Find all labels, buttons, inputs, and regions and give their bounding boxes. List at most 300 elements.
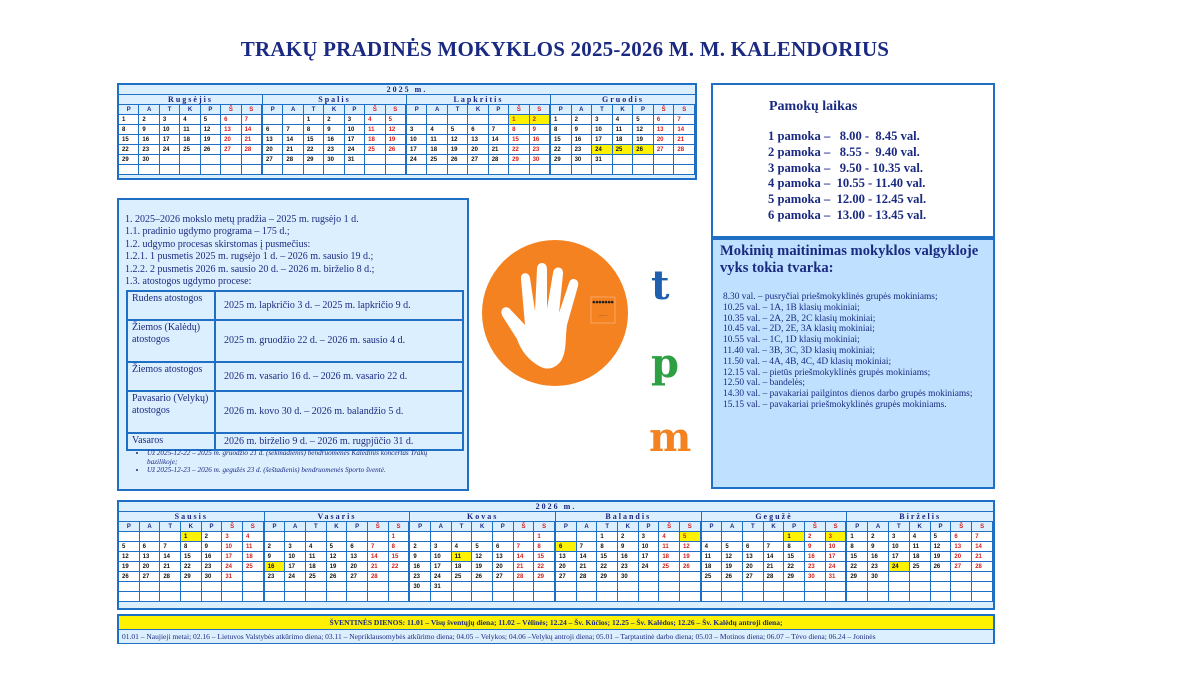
day-cell: 24 xyxy=(345,145,365,155)
page-title: TRAKŲ PRADINĖS MOKYKLOS 2025-2026 M. M. KALENDORIUS xyxy=(240,37,890,61)
empty-cell xyxy=(407,115,427,125)
logo-letter-m: m xyxy=(649,414,692,461)
day-cell: 17 xyxy=(160,135,180,145)
empty-cell xyxy=(285,582,306,592)
day-cell: 27 xyxy=(743,572,764,582)
weekday-header: P xyxy=(119,105,139,115)
day-cell: 2 xyxy=(202,532,223,542)
day-cell: 16 xyxy=(805,552,826,562)
day-cell: 30 xyxy=(805,572,826,582)
day-cell: 6 xyxy=(743,542,764,552)
meal-item: 10.35 val. – 2A, 2B, 2C klasių mokiniai; xyxy=(723,313,876,324)
day-cell: 6 xyxy=(468,125,488,135)
day-cell: 11 xyxy=(306,552,327,562)
day-cell: 4 xyxy=(702,542,723,552)
weekday-header: Š xyxy=(221,105,241,115)
weekday-header: P xyxy=(702,522,723,532)
empty-cell xyxy=(119,532,140,542)
day-cell: 17 xyxy=(285,562,306,572)
day-cell: 6 xyxy=(140,542,161,552)
day-cell: 10 xyxy=(285,552,306,562)
empty-cell xyxy=(389,572,410,582)
day-cell: 12 xyxy=(680,542,701,552)
day-cell: 27 xyxy=(347,572,368,582)
empty-cell xyxy=(468,165,488,175)
day-cell: 25 xyxy=(427,155,447,165)
day-cell: 14 xyxy=(489,135,509,145)
empty-cell xyxy=(139,165,159,175)
empty-cell xyxy=(743,532,764,542)
empty-cell xyxy=(368,582,389,592)
day-cell: 2 xyxy=(618,532,639,542)
calendar-2026 xyxy=(117,500,995,610)
lesson-item: 2 pamoka – 8.55 - 9.40 val. xyxy=(768,144,920,159)
day-cell: 21 xyxy=(242,135,262,145)
month-name: Birželis xyxy=(847,512,993,522)
empty-cell xyxy=(285,592,306,602)
day-cell: 16 xyxy=(324,135,344,145)
month-name: Rugsėjis xyxy=(119,95,262,105)
empty-cell xyxy=(119,592,140,602)
day-cell: 1 xyxy=(304,115,324,125)
day-cell: 29 xyxy=(847,572,868,582)
meal-list xyxy=(723,292,988,411)
day-cell: 27 xyxy=(468,155,488,165)
empty-cell xyxy=(654,165,675,175)
day-cell: 7 xyxy=(674,115,695,125)
day-cell: 12 xyxy=(448,135,468,145)
day-cell: 18 xyxy=(427,145,447,155)
weekday-header: A xyxy=(868,522,889,532)
day-cell: 21 xyxy=(368,562,389,572)
day-cell: 4 xyxy=(306,542,327,552)
day-cell: 28 xyxy=(514,572,535,582)
day-cell: 13 xyxy=(140,552,161,562)
empty-cell xyxy=(431,592,452,602)
empty-cell xyxy=(324,165,344,175)
month-name: Spalis xyxy=(263,95,406,105)
month-grid xyxy=(119,105,262,175)
info-line: 1. 2025–2026 mokslo metų pradžia – 2025 m. rugsėjo 1 d. xyxy=(125,214,359,225)
day-cell: 13 xyxy=(263,135,283,145)
empty-cell xyxy=(577,592,598,602)
day-cell: 22 xyxy=(551,145,572,155)
day-cell: 10 xyxy=(639,542,660,552)
day-cell: 24 xyxy=(826,562,847,572)
day-cell: 19 xyxy=(931,552,952,562)
empty-cell xyxy=(285,532,306,542)
empty-cell xyxy=(160,155,180,165)
empty-cell xyxy=(931,582,952,592)
day-cell: 13 xyxy=(347,552,368,562)
day-cell: 27 xyxy=(263,155,283,165)
weekday-header: P xyxy=(493,522,514,532)
empty-cell xyxy=(265,582,286,592)
empty-cell xyxy=(847,582,868,592)
month-balandis xyxy=(556,512,702,602)
day-cell: 26 xyxy=(119,572,140,582)
day-cell: 31 xyxy=(345,155,365,165)
day-cell: 4 xyxy=(365,115,385,125)
empty-cell xyxy=(180,165,200,175)
day-cell: 27 xyxy=(556,572,577,582)
empty-cell xyxy=(493,532,514,542)
weekday-header: P xyxy=(410,522,431,532)
day-cell: 13 xyxy=(468,135,488,145)
lessons-title: Pamokų laikas xyxy=(769,99,858,114)
day-cell: 12 xyxy=(931,542,952,552)
empty-cell xyxy=(514,592,535,602)
day-cell: 15 xyxy=(847,552,868,562)
weekday-header: P xyxy=(407,105,427,115)
empty-cell xyxy=(972,572,993,582)
day-cell: 26 xyxy=(327,572,348,582)
empty-cell xyxy=(243,592,264,602)
day-cell: 29 xyxy=(181,572,202,582)
day-cell: 10 xyxy=(222,542,243,552)
empty-cell xyxy=(160,532,181,542)
day-cell: 19 xyxy=(327,562,348,572)
weekday-header: K xyxy=(910,522,931,532)
day-cell: 28 xyxy=(674,145,695,155)
month-grid xyxy=(410,522,555,602)
empty-cell xyxy=(784,592,805,602)
empty-cell xyxy=(743,592,764,602)
weekday-header: T xyxy=(304,105,324,115)
break-name: Rudens atostogos xyxy=(128,292,216,319)
day-cell: 7 xyxy=(242,115,262,125)
month-name: Lapkritis xyxy=(407,95,550,105)
empty-cell xyxy=(889,582,910,592)
weekday-header: S xyxy=(243,522,264,532)
day-cell: 27 xyxy=(221,145,241,155)
day-cell: 15 xyxy=(597,552,618,562)
day-cell: 12 xyxy=(119,552,140,562)
day-cell: 16 xyxy=(139,135,159,145)
break-row xyxy=(128,392,462,434)
month-spalis xyxy=(263,95,407,175)
meal-item: 8.30 val. – pusryčiai priešmokyklinės grupės mokiniams; xyxy=(723,292,938,302)
empty-cell xyxy=(633,165,654,175)
weekday-header: K xyxy=(613,105,634,115)
day-cell: 22 xyxy=(304,145,324,155)
day-cell: 17 xyxy=(889,552,910,562)
day-cell: 16 xyxy=(618,552,639,562)
day-cell: 28 xyxy=(577,572,598,582)
weekday-header: A xyxy=(139,105,159,115)
meal-item: 10.55 val. – 1C, 1D klasių mokiniai; xyxy=(723,335,860,346)
day-cell: 21 xyxy=(674,135,695,145)
day-cell: 17 xyxy=(639,552,660,562)
day-cell: 22 xyxy=(847,562,868,572)
empty-cell xyxy=(119,582,140,592)
weekday-header: A xyxy=(140,522,161,532)
day-cell: 13 xyxy=(951,542,972,552)
empty-cell xyxy=(140,532,161,542)
empty-cell xyxy=(722,592,743,602)
day-cell: 25 xyxy=(180,145,200,155)
day-cell: 9 xyxy=(868,542,889,552)
day-cell: 26 xyxy=(386,145,406,155)
info-line: 1.2.2. 2 pusmetis 2026 m. sausio 20 d. – 2026 m. birželio 8 d.; xyxy=(125,263,375,275)
weekday-header: A xyxy=(572,105,593,115)
day-cell: 1 xyxy=(784,532,805,542)
day-cell: 9 xyxy=(265,552,286,562)
empty-cell xyxy=(633,155,654,165)
day-cell: 8 xyxy=(847,542,868,552)
empty-cell xyxy=(826,582,847,592)
day-cell: 1 xyxy=(551,115,572,125)
day-cell: 31 xyxy=(826,572,847,582)
day-cell: 21 xyxy=(764,562,785,572)
empty-cell xyxy=(597,582,618,592)
day-cell: 22 xyxy=(389,562,410,572)
day-cell: 8 xyxy=(534,542,555,552)
day-cell: 23 xyxy=(324,145,344,155)
day-cell: 19 xyxy=(119,562,140,572)
empty-cell xyxy=(452,592,473,602)
empty-cell xyxy=(283,165,303,175)
empty-cell xyxy=(556,582,577,592)
empty-cell xyxy=(448,165,468,175)
empty-cell xyxy=(592,165,613,175)
day-cell: 12 xyxy=(722,552,743,562)
day-cell: 23 xyxy=(868,562,889,572)
day-cell: 26 xyxy=(448,155,468,165)
day-cell: 2 xyxy=(572,115,593,125)
weekday-header: T xyxy=(597,522,618,532)
empty-cell xyxy=(847,592,868,602)
weekday-header: K xyxy=(472,522,493,532)
empty-cell xyxy=(306,532,327,542)
day-cell: 31 xyxy=(431,582,452,592)
day-cell: 9 xyxy=(139,125,159,135)
info-line: 1.2.1. 1 pusmetis 2025 m. rugsėjo 1 d. – 2026 m. sausio 19 d.; xyxy=(125,251,374,263)
day-cell: 19 xyxy=(448,145,468,155)
day-cell: 7 xyxy=(160,542,181,552)
day-cell: 9 xyxy=(324,125,344,135)
empty-cell xyxy=(472,592,493,602)
weekday-header: P xyxy=(201,105,221,115)
logo-letter-p: p xyxy=(651,340,679,387)
meal-item: 15.15 val. – pavakariai priešmokyklinės grupės mokiniams. xyxy=(723,399,947,410)
day-cell: 2 xyxy=(805,532,826,542)
empty-cell xyxy=(222,592,243,602)
day-cell: 7 xyxy=(577,542,598,552)
day-cell: 27 xyxy=(654,145,675,155)
weekday-header: P xyxy=(556,522,577,532)
weekday-header: Š xyxy=(514,522,535,532)
empty-cell xyxy=(243,572,264,582)
day-cell: 15 xyxy=(119,135,139,145)
empty-cell xyxy=(534,582,555,592)
day-cell: 5 xyxy=(386,115,406,125)
day-cell: 4 xyxy=(452,542,473,552)
day-cell: 18 xyxy=(702,562,723,572)
lesson-times xyxy=(711,83,995,238)
day-cell: 13 xyxy=(221,125,241,135)
weekday-header: K xyxy=(764,522,785,532)
day-cell: 1 xyxy=(597,532,618,542)
day-cell: 5 xyxy=(931,532,952,542)
day-cell: 29 xyxy=(551,155,572,165)
day-cell: 14 xyxy=(514,552,535,562)
empty-cell xyxy=(345,165,365,175)
empty-cell xyxy=(639,592,660,602)
day-cell: 25 xyxy=(306,572,327,582)
empty-cell xyxy=(493,582,514,592)
day-cell: 27 xyxy=(493,572,514,582)
empty-cell xyxy=(659,572,680,582)
empty-cell xyxy=(764,592,785,602)
logo-letter-t: t xyxy=(651,262,670,309)
day-cell: 14 xyxy=(577,552,598,562)
weekday-header: A xyxy=(283,105,303,115)
day-cell: 18 xyxy=(659,552,680,562)
empty-cell xyxy=(140,582,161,592)
day-cell: 3 xyxy=(222,532,243,542)
day-cell: 21 xyxy=(283,145,303,155)
day-cell: 28 xyxy=(242,145,262,155)
day-cell: 10 xyxy=(407,135,427,145)
empty-cell xyxy=(931,592,952,602)
empty-cell xyxy=(263,115,283,125)
day-cell: 14 xyxy=(674,125,695,135)
holidays-line-2: 01.01 – Naujieji metai; 02.16 – Lietuvos Valstybės atkūrimo diena; 03.11 – Nepriklausomybės atkūrimo diena; 04.05 – Velykos; 04.06 –Velykų antroji diena; 05.01 – Tarptautinė darbo diena; 05.03 – Motinos diena; 06.07 – Tėvo diena; 06.24 – Joninės xyxy=(119,630,993,643)
lesson-list xyxy=(768,129,926,224)
empty-cell xyxy=(680,582,701,592)
empty-cell xyxy=(365,155,385,165)
empty-cell xyxy=(472,582,493,592)
day-cell: 17 xyxy=(345,135,365,145)
month-name: Vasaris xyxy=(265,512,410,522)
day-cell: 20 xyxy=(493,562,514,572)
empty-cell xyxy=(347,582,368,592)
empty-cell xyxy=(407,165,427,175)
empty-cell xyxy=(556,532,577,542)
day-cell: 24 xyxy=(160,145,180,155)
empty-cell xyxy=(427,115,447,125)
day-cell: 28 xyxy=(972,562,993,572)
break-dates: 2026 m. kovo 30 d. – 2026 m. balandžio 5 d. xyxy=(224,406,404,417)
day-cell: 1 xyxy=(389,532,410,542)
empty-cell xyxy=(181,582,202,592)
weekday-header: P xyxy=(931,522,952,532)
day-cell: 4 xyxy=(613,115,634,125)
empty-cell xyxy=(222,582,243,592)
day-cell: 6 xyxy=(493,542,514,552)
weekday-header: S xyxy=(242,105,262,115)
day-cell: 26 xyxy=(931,562,952,572)
empty-cell xyxy=(160,582,181,592)
day-cell: 25 xyxy=(365,145,385,155)
weekday-header: Š xyxy=(365,105,385,115)
day-cell: 2 xyxy=(530,115,550,125)
day-cell: 14 xyxy=(764,552,785,562)
empty-cell xyxy=(764,532,785,542)
day-cell: 7 xyxy=(972,532,993,542)
day-cell: 30 xyxy=(202,572,223,582)
weekday-header: K xyxy=(181,522,202,532)
day-cell: 26 xyxy=(633,145,654,155)
day-cell: 29 xyxy=(597,572,618,582)
month-rugsėjis xyxy=(119,95,263,175)
day-cell: 28 xyxy=(368,572,389,582)
day-cell: 29 xyxy=(534,572,555,582)
day-cell: 10 xyxy=(160,125,180,135)
day-cell: 16 xyxy=(572,135,593,145)
weekday-header: T xyxy=(452,522,473,532)
day-cell: 6 xyxy=(347,542,368,552)
empty-cell xyxy=(659,592,680,602)
empty-cell xyxy=(972,592,993,602)
empty-cell xyxy=(597,592,618,602)
weekday-header: S xyxy=(389,522,410,532)
day-cell: 28 xyxy=(283,155,303,165)
day-cell: 2 xyxy=(868,532,889,542)
holidays-line-1: ŠVENTINĖS DIENOS: 11.01 – Visų šventųjų diena; 11.02 – Vėlinės; 12.24 – Šv. Kūčios; 12.25 – Šv. Kalėdos; 12.26 – Šv. Kalėdų antroji diena; xyxy=(119,616,993,630)
weekday-header: P xyxy=(263,105,283,115)
day-cell: 4 xyxy=(180,115,200,125)
break-dates: 2025 m. gruodžio 22 d. – 2026 m. sausio 4 d. xyxy=(224,335,406,346)
day-cell: 3 xyxy=(431,542,452,552)
month-grid xyxy=(407,105,550,175)
month-gegužė xyxy=(702,512,848,602)
weekday-header: A xyxy=(577,522,598,532)
empty-cell xyxy=(181,592,202,602)
meal-item: 11.50 val. – 4A, 4B, 4C, 4D klasių mokiniai; xyxy=(723,356,892,367)
empty-cell xyxy=(327,592,348,602)
month-name: Kovas xyxy=(410,512,555,522)
empty-cell xyxy=(572,165,593,175)
empty-cell xyxy=(489,115,509,125)
day-cell: 11 xyxy=(910,542,931,552)
empty-cell xyxy=(509,165,529,175)
day-cell: 3 xyxy=(889,532,910,542)
day-cell: 5 xyxy=(327,542,348,552)
empty-cell xyxy=(489,165,509,175)
meal-item: 14.30 val. – pavakariai pailgintos dienos darbo grupės mokiniams; xyxy=(723,389,973,400)
day-cell: 20 xyxy=(140,562,161,572)
day-cell: 30 xyxy=(868,572,889,582)
day-cell: 7 xyxy=(368,542,389,552)
info-line: 1.1. pradinio ugdymo programa – 175 d.; xyxy=(125,226,290,238)
school-year-info xyxy=(117,198,469,491)
day-cell: 9 xyxy=(410,552,431,562)
day-cell: 16 xyxy=(202,552,223,562)
day-cell: 12 xyxy=(472,552,493,562)
empty-cell xyxy=(221,165,241,175)
day-cell: 6 xyxy=(263,125,283,135)
day-cell: 27 xyxy=(140,572,161,582)
day-cell: 6 xyxy=(951,532,972,542)
day-cell: 21 xyxy=(489,145,509,155)
empty-cell xyxy=(201,155,221,165)
empty-cell xyxy=(613,165,634,175)
empty-cell xyxy=(951,592,972,602)
empty-cell xyxy=(889,572,910,582)
empty-cell xyxy=(910,582,931,592)
month-vasaris xyxy=(265,512,411,602)
weekday-header: Š xyxy=(509,105,529,115)
day-cell: 24 xyxy=(592,145,613,155)
break-row xyxy=(128,292,462,321)
empty-cell xyxy=(556,592,577,602)
day-cell: 1 xyxy=(119,115,139,125)
day-cell: 21 xyxy=(972,552,993,562)
empty-cell xyxy=(368,592,389,602)
break-dates: 2025 m. lapkričio 3 d. – 2025 m. lapkričio 9 d. xyxy=(224,299,411,311)
